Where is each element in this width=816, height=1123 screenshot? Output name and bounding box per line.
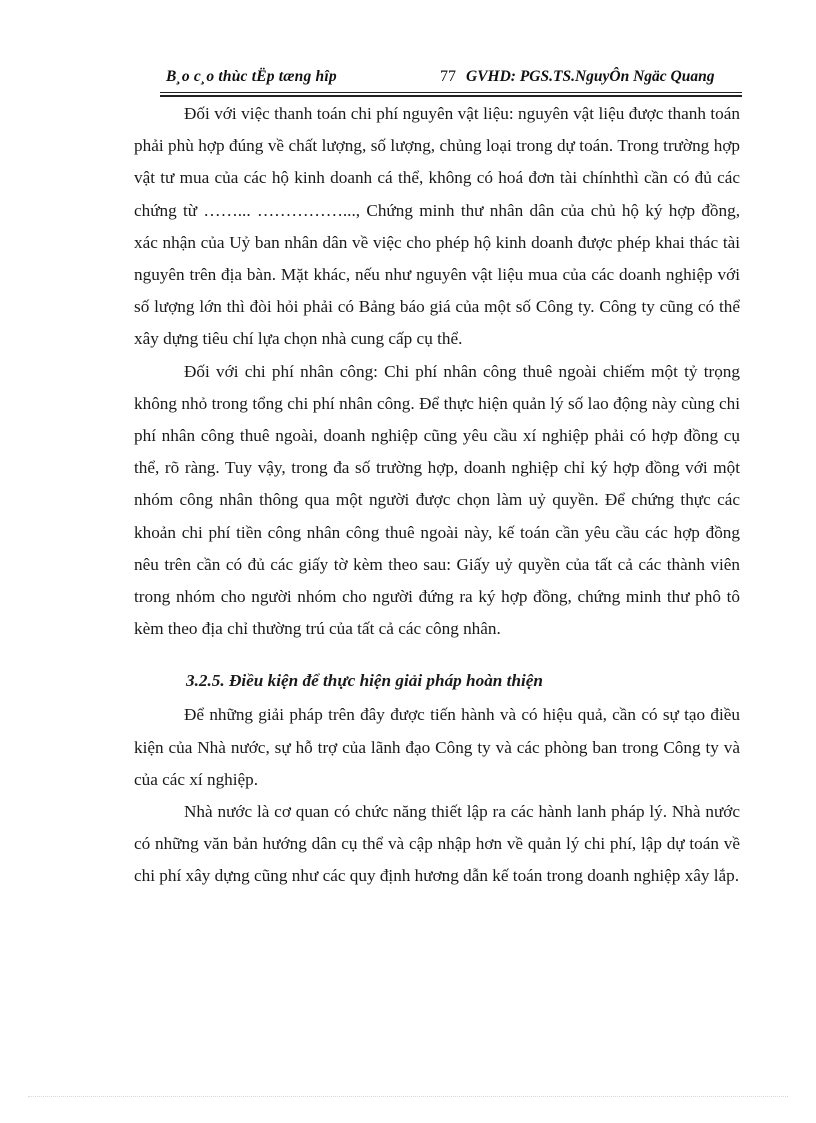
paragraph-conditions: Để những giải pháp trên đây được tiến hành và có hiệu quả, cần có sự tạo điều kiện của Nhà nước, sự hỗ trợ của lãnh đạo Công ty và các phòng ban trong Công ty và của các xí nghiệp.	[134, 705, 740, 789]
page-header	[160, 66, 742, 90]
document-body	[134, 98, 740, 893]
paragraph-material-costs: Đối với việc thanh toán chi phí nguyên vật liệu: nguyên vật liệu được thanh toán phải phù hợp đúng về chất lượng, số lượng, chủng loại trong dự toán. Trong trường hợp vật tư mua của các hộ kinh doanh cá thể, không có hoá đơn tài chínhthì cần có đủ các chứng từ ……... ……………..., Chứng minh thư nhân dân của chủ hộ ký hợp đồng, xác nhận của Uỷ ban nhân dân về việc cho phép hộ kinh doanh được phép khai thác tài nguyên trên địa bàn. Mặt khác, nếu như nguyên vật liệu mua của các doanh nghiệp với số lượng lớn thì đòi hỏi phải có Bảng báo giá của một số Công ty. Công ty cũng có thể xây dựng tiêu chí lựa chọn nhà cung cấp cụ thể.	[134, 104, 740, 349]
paragraph-state-role: Nhà nước là cơ quan có chức năng thiết lập ra các hành lanh pháp lý. Nhà nước có những văn bản hướng dân cụ thể và cập nhập hơn về quản lý chi phí, lập dự toán về chi phí xây dựng cũng như các quy định hương dẫn kế toán trong doanh nghiệp xây lắp.	[134, 802, 740, 886]
header-rule-thin	[160, 92, 742, 93]
paragraph-labor-costs: Đối với chi phí nhân công: Chi phí nhân công thuê ngoài chiếm một tỷ trọng không nhỏ trong tổng chi phí nhân công. Để thực hiện quản lý số lao động này cùng chi phí nhân công thuê ngoài, doanh nghiệp cũng yêu cầu xí nghiệp phải có hợp đồng cụ thể, rõ ràng. Tuy vậy, trong đa số trường hợp, doanh nghiệp chỉ ký hợp đồng với một nhóm công nhân thông qua một người được chọn làm uỷ quyền. Để chứng thực các khoản chi phí tiền công nhân công thuê ngoài này, kế toán cần yêu cầu các hợp đồng nêu trên cần có đủ các giấy tờ kèm theo sau: Giấy uỷ quyền của tất cả các thành viên trong nhóm cho người nhóm cho người đứng ra ký hợp đồng, chứng minh thư phô tô kèm theo địa chỉ thường trú của tất cả các công nhân.	[134, 361, 740, 639]
page-number: 77	[440, 68, 456, 85]
header-supervisor: GVHD: PGS.TS.NguyÔn Ngäc Quang	[466, 68, 715, 85]
header-rule-thick	[160, 95, 742, 97]
footer-dotted-line	[28, 1096, 788, 1098]
header-report-title: B¸o c¸o thùc tËp tæng hîp	[166, 68, 337, 85]
section-heading: 3.2.5. Điều kiện để thực hiện giải pháp hoàn thiện	[186, 671, 543, 691]
